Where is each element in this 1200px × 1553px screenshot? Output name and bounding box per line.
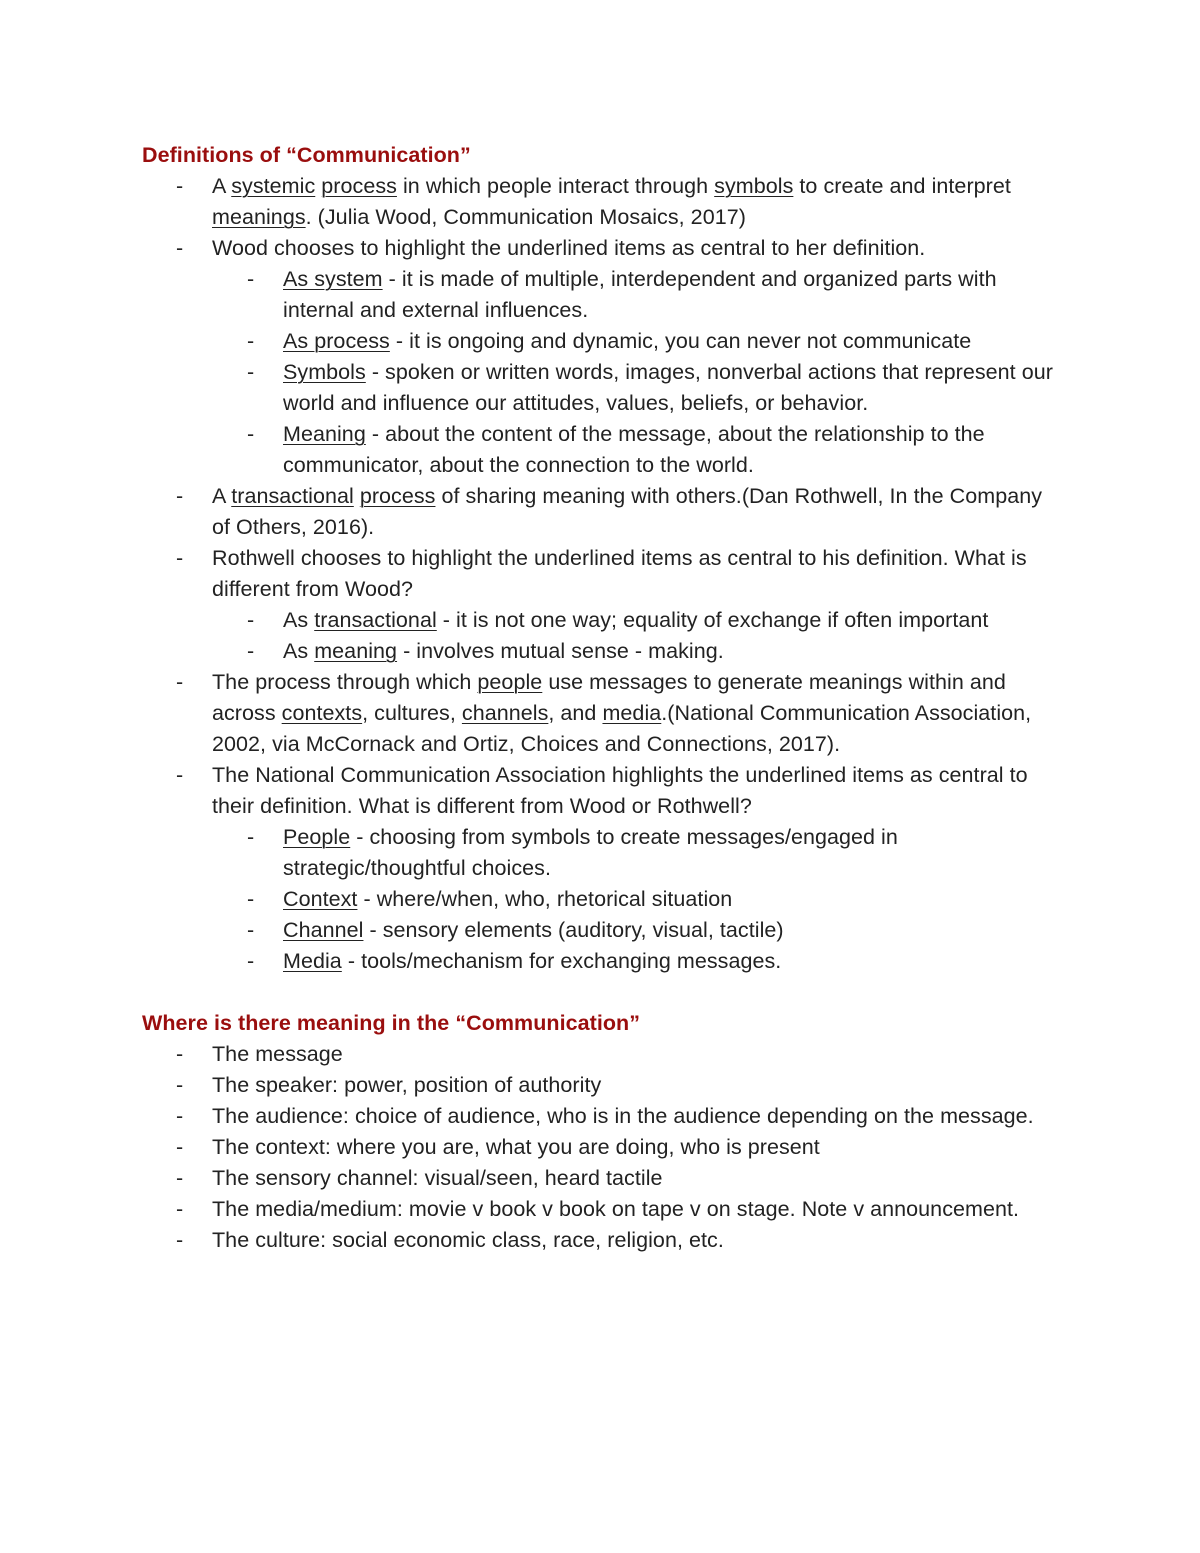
list-item	[142, 1132, 1062, 1163]
text-run: The speaker: power, position of authority	[212, 1073, 602, 1097]
sub-list-item	[212, 822, 1062, 884]
list-item	[142, 481, 1062, 543]
list-item	[142, 1225, 1062, 1256]
text-run: - involves mutual sense - making.	[397, 639, 724, 663]
text-run: The audience: choice of audience, who is in the audience depending on the message.	[212, 1104, 1034, 1128]
underlined-term: process	[359, 484, 436, 508]
text-run: in which people interact through	[396, 174, 715, 198]
text-run: A	[212, 484, 232, 508]
sub-list-item	[212, 419, 1062, 481]
list-item	[142, 667, 1062, 760]
sub-list-item	[212, 326, 1062, 357]
item-text	[283, 639, 724, 663]
bullet-dash: -	[176, 546, 184, 570]
item-text	[283, 825, 898, 880]
bullet-dash: -	[176, 484, 184, 508]
bullet-dash: -	[247, 267, 255, 291]
text-run: As	[283, 639, 315, 663]
list-item	[142, 760, 1062, 822]
item-text	[212, 1073, 601, 1097]
sub-list-item	[212, 605, 1062, 636]
item-text	[212, 174, 1011, 229]
item-text	[283, 422, 985, 477]
text-run: - it is ongoing and dynamic, you can never not communicate	[389, 329, 972, 353]
item-text	[212, 484, 1042, 539]
text-run: - it is made of multiple, interdependent and organized parts with internal and external influences.	[283, 267, 997, 322]
bullet-dash: -	[176, 1104, 184, 1128]
text-run: As	[283, 608, 315, 632]
item-text	[212, 1166, 663, 1190]
bullet-dash: -	[247, 949, 255, 973]
text-run: The media/medium: movie v book v book on tape v on stage. Note v announcement.	[212, 1197, 1020, 1221]
document-page	[142, 140, 1062, 1256]
underlined-term: channels	[461, 701, 549, 725]
underlined-term: Symbols	[283, 360, 366, 384]
list-item	[142, 233, 1062, 264]
text-run: The process through which	[212, 670, 478, 694]
text-run: The culture: social economic class, race, religion, etc.	[212, 1228, 724, 1252]
item-text	[283, 887, 732, 911]
underlined-term: Meaning	[283, 422, 366, 446]
item-text	[283, 918, 784, 942]
item-text	[283, 267, 997, 322]
definitions-list	[142, 171, 1062, 977]
underlined-term: Media	[283, 949, 342, 973]
text-run: The National Communication Association highlights the underlined items as central to their definition. What is different from Wood or Rothwell?	[212, 763, 1028, 818]
underlined-term: contexts	[281, 701, 363, 725]
item-text	[212, 1042, 343, 1066]
list-item	[142, 171, 1062, 233]
item-text	[212, 546, 1027, 601]
bullet-dash: -	[247, 360, 255, 384]
sub-list-item	[212, 946, 1062, 977]
meaning-list	[142, 1039, 1062, 1256]
sub-list	[212, 605, 1062, 667]
underlined-term: transactional	[231, 484, 354, 508]
text-run: The message	[212, 1042, 343, 1066]
sub-list-item	[212, 357, 1062, 419]
text-run: use messages to generate meanings within and across	[212, 670, 1006, 725]
bullet-dash: -	[176, 1073, 184, 1097]
underlined-term: meanings	[212, 205, 306, 229]
item-text	[283, 360, 1053, 415]
sub-list	[212, 264, 1062, 481]
bullet-dash: -	[247, 918, 255, 942]
bullet-dash: -	[247, 608, 255, 632]
list-item	[142, 1163, 1062, 1194]
section-heading-meaning: Where is there meaning in the “Communication”	[142, 1011, 641, 1035]
text-run: to create and interpret	[793, 174, 1011, 198]
bullet-dash: -	[247, 887, 255, 911]
text-run: - it is not one way; equality of exchange if often important	[436, 608, 989, 632]
list-item	[142, 1070, 1062, 1101]
item-text	[212, 1135, 820, 1159]
text-run: of sharing meaning with others.(Dan Rothwell, In the Company of Others, 2016).	[212, 484, 1043, 539]
bullet-dash: -	[176, 1166, 184, 1190]
sub-list-container	[142, 605, 1062, 667]
text-run: - tools/mechanism for exchanging messages.	[341, 949, 782, 973]
sub-list	[212, 822, 1062, 977]
underlined-term: systemic	[231, 174, 316, 198]
bullet-dash: -	[176, 763, 184, 787]
item-text	[212, 670, 1031, 756]
text-run: - choosing from symbols to create messages/engaged in strategic/thoughtful choices.	[283, 825, 898, 880]
underlined-term: As process	[283, 329, 390, 353]
underlined-term: People	[283, 825, 351, 849]
section-heading-definitions: Definitions of “Communication”	[142, 143, 471, 167]
text-run: , and	[548, 701, 603, 725]
underlined-term: As system	[283, 267, 383, 291]
sub-list-item	[212, 915, 1062, 946]
text-run: - spoken or written words, images, nonverbal actions that represent our world and influence our attitudes, values, beliefs, or behavior.	[283, 360, 1053, 415]
bullet-dash: -	[176, 174, 184, 198]
item-text	[212, 1228, 724, 1252]
underlined-term: media	[602, 701, 662, 725]
text-run: The context: where you are, what you are doing, who is present	[212, 1135, 820, 1159]
item-text	[283, 949, 781, 973]
item-text	[212, 1104, 1034, 1128]
bullet-dash: -	[176, 1135, 184, 1159]
text-run: .(National Communication Association, 2002, via McCornack and Ortiz, Choices and Connections, 2017).	[212, 701, 1032, 756]
underlined-term: process	[321, 174, 397, 198]
bullet-dash: -	[176, 670, 184, 694]
item-text	[212, 763, 1028, 818]
sub-list-container	[142, 264, 1062, 481]
list-item	[142, 543, 1062, 605]
text-run: The sensory channel: visual/seen, heard tactile	[212, 1166, 663, 1190]
item-text	[212, 1197, 1019, 1221]
underlined-term: Channel	[283, 918, 364, 942]
text-run: - where/when, who, rhetorical situation	[357, 887, 733, 911]
underlined-term: Context	[283, 887, 358, 911]
bullet-dash: -	[176, 1197, 184, 1221]
item-text	[283, 329, 971, 353]
list-item	[142, 1101, 1062, 1132]
item-text	[212, 236, 925, 260]
sub-list-item	[212, 264, 1062, 326]
bullet-dash: -	[247, 329, 255, 353]
sub-list-item	[212, 884, 1062, 915]
bullet-dash: -	[247, 639, 255, 663]
bullet-dash: -	[176, 1228, 184, 1252]
list-item	[142, 1039, 1062, 1070]
underlined-term: symbols	[714, 174, 794, 198]
text-run: - sensory elements (auditory, visual, tactile)	[363, 918, 784, 942]
underlined-term: meaning	[314, 639, 398, 663]
list-item	[142, 1194, 1062, 1225]
bullet-dash: -	[176, 236, 184, 260]
underlined-term: people	[477, 670, 543, 694]
underlined-term: transactional	[314, 608, 437, 632]
text-run: Wood chooses to highlight the underlined items as central to her definition.	[212, 236, 926, 260]
bullet-dash: -	[247, 422, 255, 446]
text-run: Rothwell chooses to highlight the underlined items as central to his definition. What is different from Wood?	[212, 546, 1027, 601]
text-run: . (Julia Wood, Communication Mosaics, 2017)	[305, 205, 746, 229]
bullet-dash: -	[176, 1042, 184, 1066]
text-run: , cultures,	[362, 701, 462, 725]
sub-list-container	[142, 822, 1062, 977]
text-run: A	[212, 174, 232, 198]
text-run: - about the content of the message, about the relationship to the communicator, about the connection to the world.	[283, 422, 985, 477]
sub-list-item	[212, 636, 1062, 667]
bullet-dash: -	[247, 825, 255, 849]
item-text	[283, 608, 988, 632]
